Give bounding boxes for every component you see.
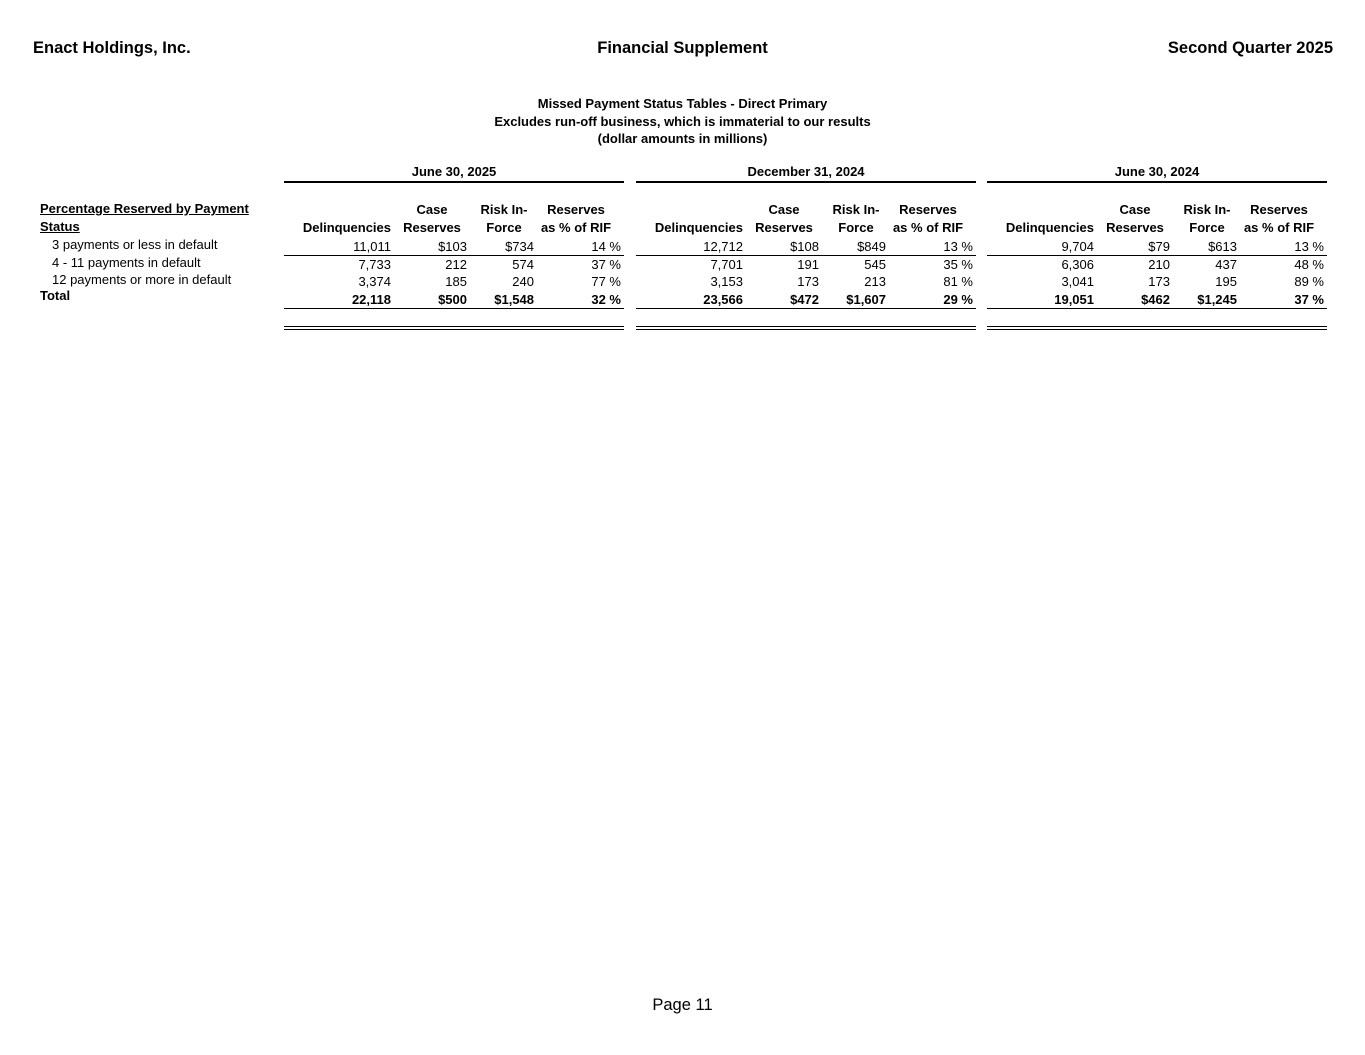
table-cell: 89 % bbox=[1294, 274, 1324, 289]
column-header: Delinquencies bbox=[302, 220, 391, 235]
table-cell: 213 bbox=[864, 274, 886, 289]
column-header-line1: Risk In- bbox=[480, 202, 528, 217]
report-title: Financial Supplement bbox=[597, 39, 768, 57]
table-cell: 48 % bbox=[1294, 257, 1324, 272]
column-header bbox=[1234, 201, 1324, 237]
column-header-line1: Case bbox=[1119, 202, 1151, 217]
period-group bbox=[284, 163, 624, 307]
table-cell: 7,733 bbox=[358, 257, 391, 272]
table-cell: 12,712 bbox=[703, 239, 743, 254]
column-header-line1: Risk In- bbox=[1183, 202, 1231, 217]
table-cell: 545 bbox=[864, 257, 886, 272]
table-cell: 81 % bbox=[943, 274, 973, 289]
column-header: Delinquencies bbox=[654, 220, 743, 235]
period-columns bbox=[636, 183, 976, 307]
total-cell: 37 % bbox=[1294, 292, 1324, 307]
header-rule bbox=[987, 255, 1327, 256]
table-cell: 35 % bbox=[943, 257, 973, 272]
column-header-line2: as % of RIF bbox=[892, 220, 964, 235]
header-rule bbox=[636, 255, 976, 256]
table-title: Missed Payment Status Tables - Direct Primary bbox=[537, 96, 828, 111]
table-cell: 9,704 bbox=[1061, 239, 1094, 254]
total-cell: 23,566 bbox=[703, 292, 743, 307]
column-header-line2: as % of RIF bbox=[1243, 220, 1315, 235]
period-group bbox=[987, 163, 1327, 307]
period-header: June 30, 2024 bbox=[987, 163, 1327, 183]
table-cell: 7,701 bbox=[710, 257, 743, 272]
table-cell: 173 bbox=[1148, 274, 1170, 289]
double-rule bbox=[636, 326, 976, 330]
period-columns bbox=[987, 183, 1327, 307]
table-cell: 77 % bbox=[591, 274, 621, 289]
table-cell: 437 bbox=[1215, 257, 1237, 272]
table-cell: 173 bbox=[797, 274, 819, 289]
table-cell: 3,374 bbox=[358, 274, 391, 289]
report-period: Second Quarter 2025 bbox=[1167, 39, 1333, 57]
row-label-4-11: 4 - 11 payments in default bbox=[52, 255, 201, 270]
period-header: December 31, 2024 bbox=[636, 163, 976, 183]
column-header-line1: Reserves bbox=[547, 202, 605, 217]
total-cell: $1,548 bbox=[494, 292, 534, 307]
table-cell: $108 bbox=[790, 239, 819, 254]
double-rule bbox=[284, 326, 624, 330]
column-header bbox=[883, 201, 973, 237]
table-cell: 13 % bbox=[943, 239, 973, 254]
column-header bbox=[826, 201, 886, 237]
column-header-line2: Force bbox=[838, 220, 874, 235]
page-number: Page 11 bbox=[652, 996, 713, 1014]
total-rule bbox=[636, 308, 976, 309]
table-cell: 574 bbox=[512, 257, 534, 272]
column-header-line2: Reserves bbox=[403, 220, 461, 235]
table-cell: 212 bbox=[445, 257, 467, 272]
column-header-line1: Case bbox=[416, 202, 448, 217]
column-header-line1: Reserves bbox=[1250, 202, 1308, 217]
total-cell: 29 % bbox=[943, 292, 973, 307]
total-cell: $472 bbox=[790, 292, 819, 307]
header-rule bbox=[284, 255, 624, 256]
table-titles bbox=[0, 95, 1365, 148]
row-label-total: Total bbox=[40, 288, 71, 303]
column-header-line1: Case bbox=[768, 202, 800, 217]
period-header: June 30, 2025 bbox=[284, 163, 624, 183]
period-group bbox=[636, 163, 976, 307]
table-cell: 11,011 bbox=[353, 239, 391, 254]
table-cell: 210 bbox=[1148, 257, 1170, 272]
column-header-line2: Reserves bbox=[1106, 220, 1164, 235]
table-cell: $79 bbox=[1148, 239, 1170, 254]
row-header-line2: Status bbox=[40, 219, 80, 234]
row-header-line1: Percentage Reserved by Payment bbox=[40, 201, 249, 216]
total-cell: 19,051 bbox=[1054, 292, 1094, 307]
column-header bbox=[531, 201, 621, 237]
total-cell: 32 % bbox=[591, 292, 621, 307]
column-header bbox=[1100, 201, 1170, 237]
column-header bbox=[1177, 201, 1237, 237]
table-cell: $849 bbox=[857, 239, 886, 254]
total-rule bbox=[987, 308, 1327, 309]
table-cell: 191 bbox=[797, 257, 819, 272]
total-cell: $1,245 bbox=[1197, 292, 1237, 307]
column-header-line1: Risk In- bbox=[832, 202, 880, 217]
column-header bbox=[474, 201, 534, 237]
total-cell: $1,607 bbox=[846, 292, 886, 307]
table-cell: 14 % bbox=[591, 239, 621, 254]
column-header bbox=[397, 201, 467, 237]
table-cell: 185 bbox=[445, 274, 467, 289]
table-cell: $613 bbox=[1208, 239, 1237, 254]
table-subtitle: Excludes run-off business, which is immaterial to our results bbox=[494, 113, 871, 129]
column-header-line2: as % of RIF bbox=[540, 220, 612, 235]
column-header-line2: Force bbox=[1189, 220, 1225, 235]
total-cell: $462 bbox=[1141, 292, 1170, 307]
table-cell: $103 bbox=[438, 239, 467, 254]
company-name: Enact Holdings, Inc. bbox=[33, 39, 191, 57]
column-header-line2: Force bbox=[486, 220, 522, 235]
table-cell: 37 % bbox=[591, 257, 621, 272]
period-columns bbox=[284, 183, 624, 307]
table-cell: 3,153 bbox=[710, 274, 743, 289]
table-cell: 6,306 bbox=[1061, 257, 1094, 272]
double-rule bbox=[987, 326, 1327, 330]
total-cell: $500 bbox=[438, 292, 467, 307]
total-cell: 22,118 bbox=[351, 292, 391, 307]
table-cell: 195 bbox=[1215, 274, 1237, 289]
column-header-line1: Reserves bbox=[899, 202, 957, 217]
column-header bbox=[749, 201, 819, 237]
table-cell: $734 bbox=[505, 239, 534, 254]
table-cell: 3,041 bbox=[1061, 274, 1094, 289]
row-label-3-or-less: 3 payments or less in default bbox=[52, 237, 218, 252]
table-units: (dollar amounts in millions) bbox=[597, 131, 768, 146]
row-label-12-or-more: 12 payments or more in default bbox=[52, 272, 232, 287]
total-rule bbox=[284, 308, 624, 309]
table-cell: 240 bbox=[512, 274, 534, 289]
row-header bbox=[40, 200, 249, 236]
column-header: Delinquencies bbox=[1005, 220, 1094, 235]
table-cell: 13 % bbox=[1294, 239, 1324, 254]
column-header-line2: Reserves bbox=[755, 220, 813, 235]
